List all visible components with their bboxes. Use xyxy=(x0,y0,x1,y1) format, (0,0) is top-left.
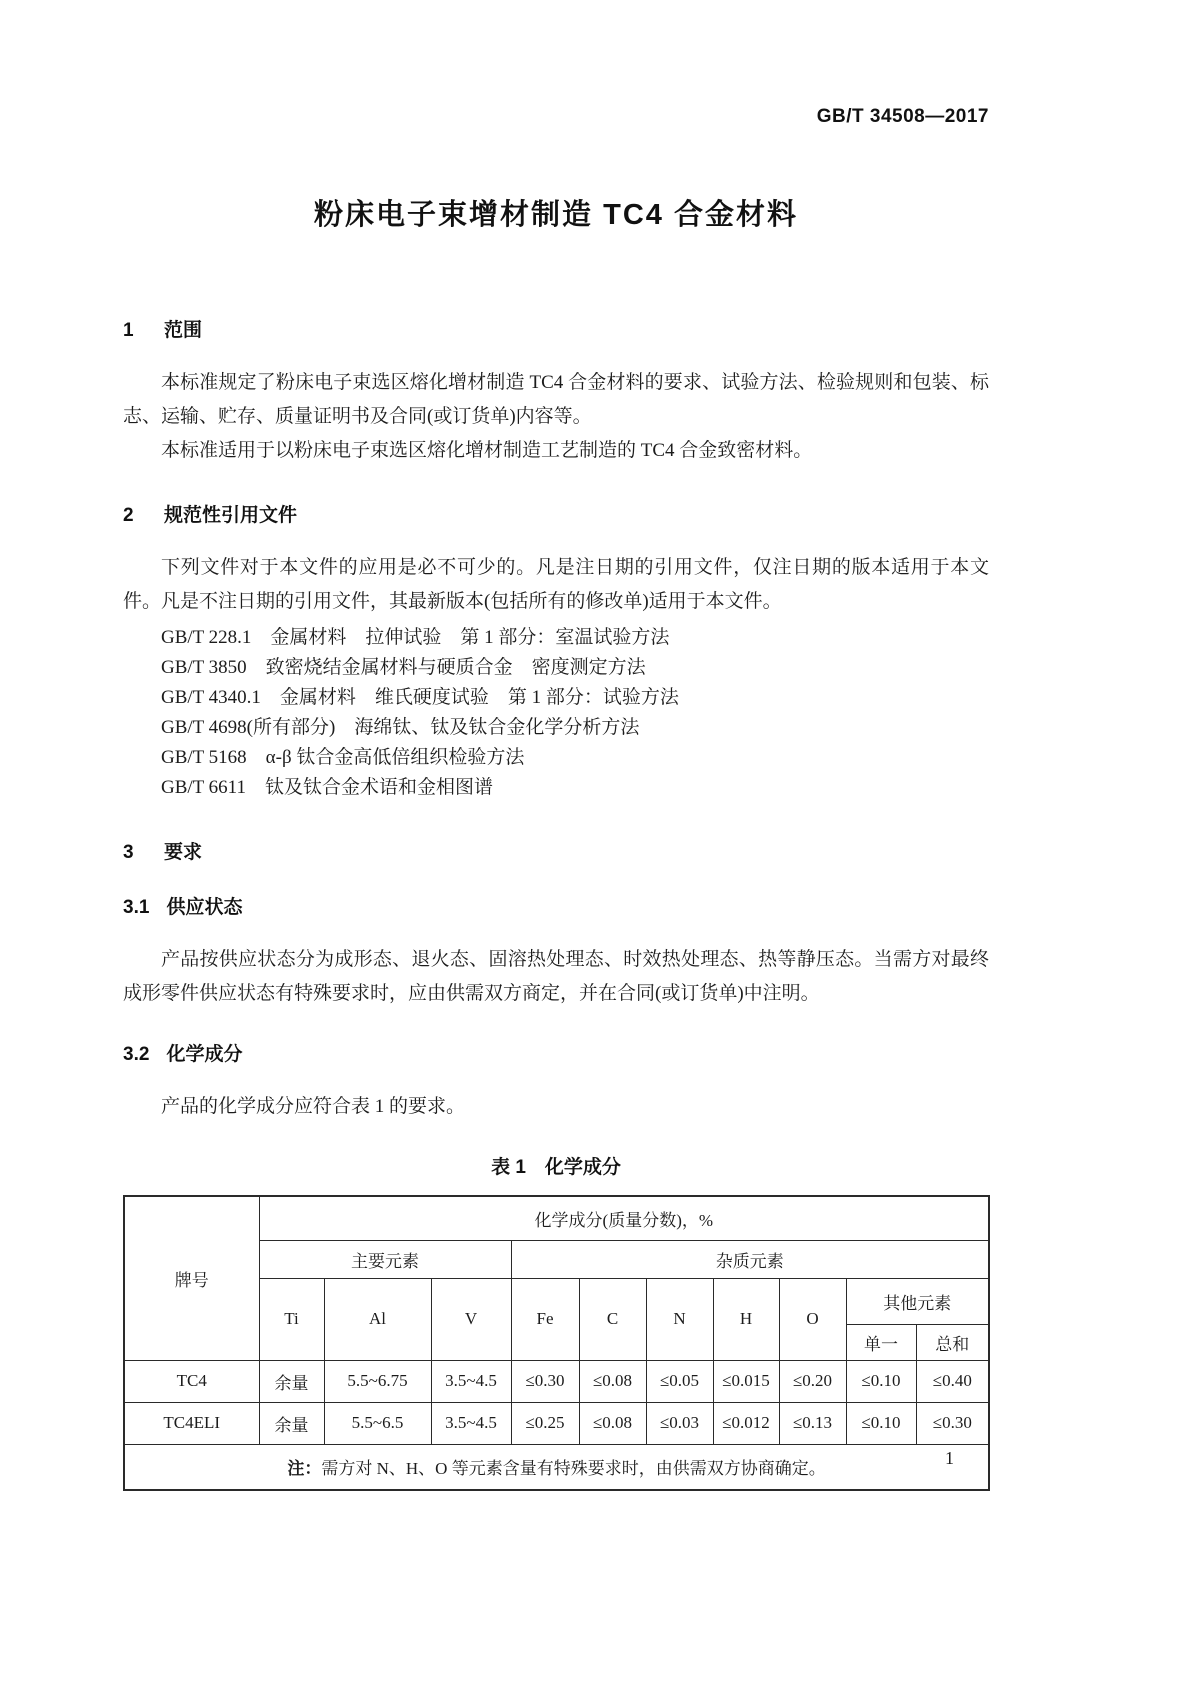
table-cell: ≤0.10 xyxy=(846,1360,916,1402)
table-header-composition: 化学成分(质量分数)，% xyxy=(259,1196,989,1240)
reference-item: GB/T 4698(所有部分) 海绵钛、钛及钛合金化学分析方法 xyxy=(161,717,640,738)
chemical-composition-table xyxy=(123,1195,990,1491)
table-header-element-al: Al xyxy=(324,1278,431,1360)
section-3-1-number: 3.1 xyxy=(123,897,150,918)
table-header-main-elements: 主要元素 xyxy=(259,1240,511,1278)
cell-grade: TC4ELI xyxy=(124,1402,259,1444)
table-header-single: 单一 xyxy=(846,1324,916,1360)
scope-paragraph-2: 本标准适用于以粉床电子束选区熔化增材制造工艺制造的 TC4 合金致密材料。 xyxy=(161,440,813,461)
table-note-row xyxy=(124,1444,989,1490)
scope-paragraph-1: 本标准规定了粉床电子束选区熔化增材制造 TC4 合金材料的要求、试验方法、检验规则和包装、标志、运输、贮存、质量证明书及合同(或订货单)内容等。 xyxy=(123,372,989,427)
reference-item: GB/T 5168 α-β 钛合金高低倍组织检验方法 xyxy=(161,747,525,768)
table-cell: ≤0.30 xyxy=(916,1402,989,1444)
page-number: 1 xyxy=(945,1448,954,1468)
table-cell: ≤0.40 xyxy=(916,1360,989,1402)
section-2-title: 规范性引用文件 xyxy=(163,505,297,526)
table-cell: 3.5~4.5 xyxy=(431,1360,511,1402)
section-1-title: 范围 xyxy=(163,320,202,341)
section-3-heading xyxy=(123,837,989,864)
table-note xyxy=(124,1444,989,1490)
section-3-2-title: 化学成分 xyxy=(166,1044,243,1065)
table-cell: ≤0.30 xyxy=(511,1360,579,1402)
references-list xyxy=(123,623,989,803)
section-1-number: 1 xyxy=(123,320,134,341)
reference-item: GB/T 3850 致密烧结金属材料与硬质合金 密度测定方法 xyxy=(161,657,646,678)
table-cell: ≤0.08 xyxy=(579,1360,646,1402)
section-2-heading xyxy=(123,500,989,527)
table-header-row-composition xyxy=(124,1196,989,1240)
table-header-element-n: N xyxy=(646,1278,713,1360)
section-1-heading xyxy=(123,315,989,342)
table-1-caption: 表 1 化学成分 xyxy=(491,1157,621,1178)
supply-state-paragraph: 产品按供应状态分为成形态、退火态、固溶热处理态、时效热处理态、热等静压态。当需方对最终成形零件供应状态有特殊要求时，应由供需双方商定，并在合同(或订货单)中注明。 xyxy=(123,949,989,1004)
table-cell: 5.5~6.5 xyxy=(324,1402,431,1444)
table-note-text: 需方对 N、H、O 等元素含量有特殊要求时，由供需双方协商确定。 xyxy=(321,1459,826,1479)
standard-code: GB/T 34508—2017 xyxy=(816,106,989,127)
table-header-impurity-elements: 杂质元素 xyxy=(511,1240,989,1278)
table-header-element-ti: Ti xyxy=(259,1278,324,1360)
table-cell: ≤0.13 xyxy=(779,1402,846,1444)
table-header-element-fe: Fe xyxy=(511,1278,579,1360)
references-intro: 下列文件对于本文件的应用是必不可少的。凡是注日期的引用文件，仅注日期的版本适用于本文件。凡是不注日期的引用文件，其最新版本(包括所有的修改单)适用于本文件。 xyxy=(123,557,989,612)
table-header-element-o: O xyxy=(779,1278,846,1360)
table-cell: 余量 xyxy=(259,1360,324,1402)
table-cell: ≤0.012 xyxy=(713,1402,779,1444)
table-cell: ≤0.20 xyxy=(779,1360,846,1402)
reference-item: GB/T 6611 钛及钛合金术语和金相图谱 xyxy=(161,777,493,798)
cell-grade: TC4 xyxy=(124,1360,259,1402)
document-title: 粉床电子束增材制造 TC4 合金材料 xyxy=(314,199,798,231)
table-cell: ≤0.05 xyxy=(646,1360,713,1402)
table-header-other-elements: 其他元素 xyxy=(846,1278,989,1324)
reference-item: GB/T 4340.1 金属材料 维氏硬度试验 第 1 部分：试验方法 xyxy=(161,687,679,708)
section-3-1-title: 供应状态 xyxy=(166,897,243,918)
table-cell: 5.5~6.75 xyxy=(324,1360,431,1402)
table-header-element-v: V xyxy=(431,1278,511,1360)
section-3-1-heading xyxy=(123,892,989,919)
chemistry-paragraph: 产品的化学成分应符合表 1 的要求。 xyxy=(161,1096,466,1117)
section-3-2-number: 3.2 xyxy=(123,1044,150,1065)
section-3-number: 3 xyxy=(123,842,134,863)
table-cell: ≤0.25 xyxy=(511,1402,579,1444)
table-header-element-h: H xyxy=(713,1278,779,1360)
table-cell: ≤0.10 xyxy=(846,1402,916,1444)
table-header-element-c: C xyxy=(579,1278,646,1360)
table-header-total: 总和 xyxy=(916,1324,989,1360)
table-row-tc4 xyxy=(124,1360,989,1402)
section-3-2-heading xyxy=(123,1039,989,1066)
table-header-grade: 牌号 xyxy=(124,1196,259,1360)
reference-item: GB/T 228.1 金属材料 拉伸试验 第 1 部分：室温试验方法 xyxy=(161,627,670,648)
section-3-title: 要求 xyxy=(163,842,202,863)
table-cell: ≤0.015 xyxy=(713,1360,779,1402)
table-note-label: 注： xyxy=(287,1459,322,1479)
table-row-tc4eli xyxy=(124,1402,989,1444)
table-cell: 3.5~4.5 xyxy=(431,1402,511,1444)
page-content xyxy=(123,0,989,1491)
section-2-number: 2 xyxy=(123,505,134,526)
table-cell: ≤0.08 xyxy=(579,1402,646,1444)
table-cell: 余量 xyxy=(259,1402,324,1444)
table-cell: ≤0.03 xyxy=(646,1402,713,1444)
